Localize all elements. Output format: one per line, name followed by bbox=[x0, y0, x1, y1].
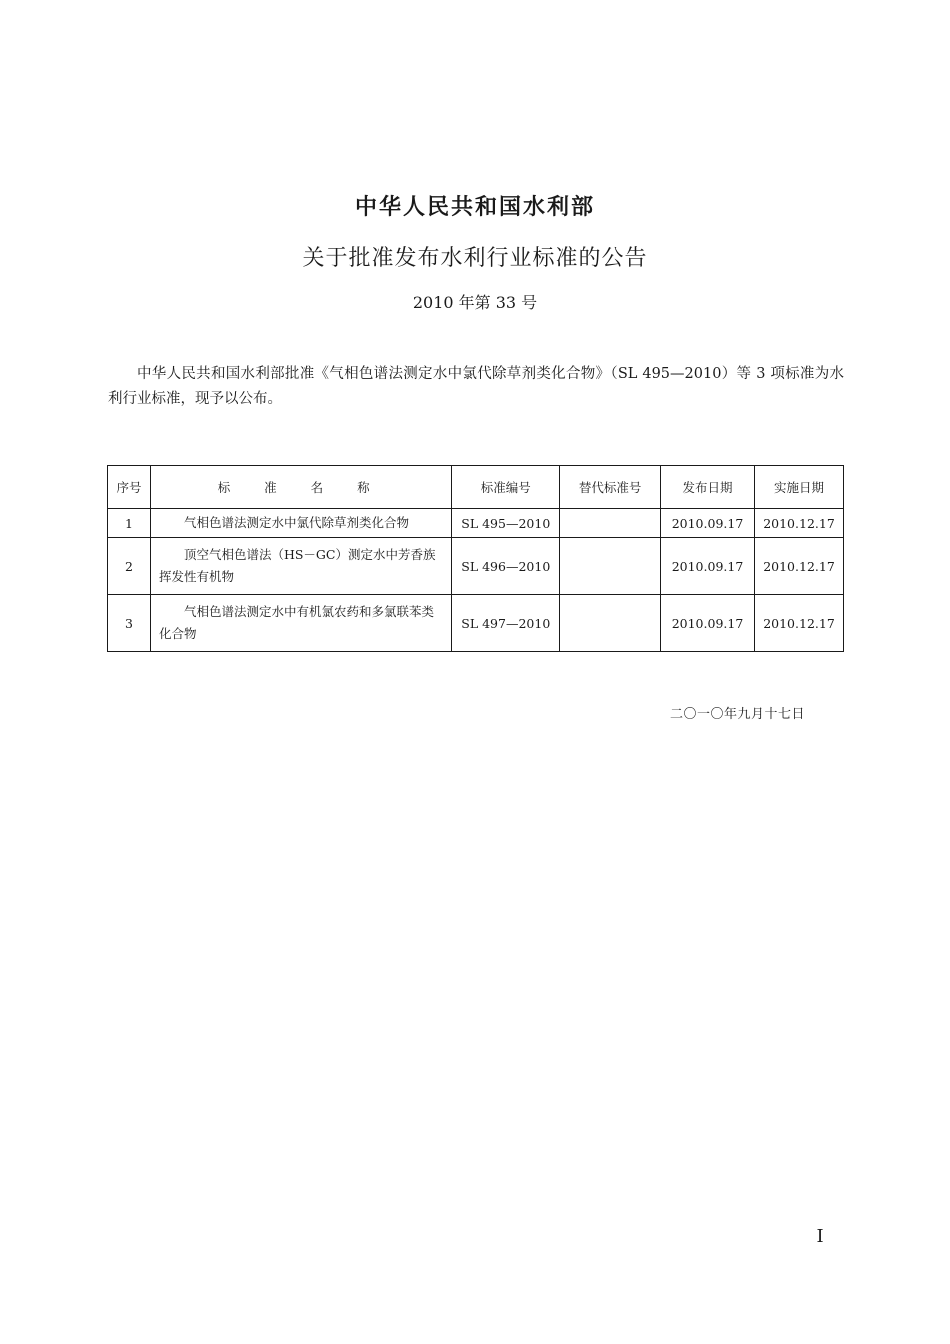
header-standard-name bbox=[150, 466, 451, 509]
row-standard-name: 顶空气相色谱法（HS－GC）测定水中芳香族挥发性有机物 bbox=[150, 538, 451, 595]
row-effective-date: 2010.12.17 bbox=[754, 595, 843, 652]
notice-number: 2010 年第 33 号 bbox=[412, 293, 538, 312]
row-effective-date: 2010.12.17 bbox=[754, 509, 843, 538]
row-effective-date: 2010.12.17 bbox=[754, 538, 843, 595]
row-publish-date: 2010.09.17 bbox=[661, 538, 755, 595]
notice-issuer-title: 中华人民共和国水利部 bbox=[354, 194, 595, 220]
row-standard-code: SL 495—2010 bbox=[452, 509, 560, 538]
row-publish-date: 2010.09.17 bbox=[661, 595, 755, 652]
table-row bbox=[108, 595, 844, 652]
standards-table bbox=[107, 465, 844, 652]
notice-title: 关于批准发布水利行业标准的公告 bbox=[302, 246, 648, 271]
header-effective-date: 实施日期 bbox=[754, 466, 843, 509]
table-row bbox=[108, 538, 844, 595]
notice-date: 二〇一〇年九月十七日 bbox=[670, 707, 806, 722]
row-standard-code: SL 496—2010 bbox=[452, 538, 560, 595]
row-replaces bbox=[560, 538, 661, 595]
row-standard-code: SL 497—2010 bbox=[452, 595, 560, 652]
row-standard-name: 气相色谱法测定水中有机氯农药和多氯联苯类化合物 bbox=[150, 595, 451, 652]
row-standard-name: 气相色谱法测定水中氯代除草剂类化合物 bbox=[150, 509, 451, 538]
table-header-row bbox=[108, 466, 844, 509]
table-row bbox=[108, 509, 844, 538]
row-index: 1 bbox=[108, 509, 151, 538]
page-number: Ⅰ bbox=[816, 1226, 824, 1247]
header-replaces: 替代标准号 bbox=[560, 466, 661, 509]
row-replaces bbox=[560, 509, 661, 538]
row-publish-date: 2010.09.17 bbox=[661, 509, 755, 538]
header-publish-date: 发布日期 bbox=[661, 466, 755, 509]
notice-body-paragraph: 中华人民共和国水利部批准《气相色谱法测定水中氯代除草剂类化合物》（SL 495—2010）等 3 项标准为水利行业标准，现予以公布。 bbox=[108, 366, 844, 407]
row-index: 3 bbox=[108, 595, 151, 652]
row-index: 2 bbox=[108, 538, 151, 595]
row-replaces bbox=[560, 595, 661, 652]
header-index: 序号 bbox=[108, 466, 151, 509]
header-standard-name-label: 标 准 名 称 bbox=[217, 480, 385, 495]
header-standard-code: 标准编号 bbox=[452, 466, 560, 509]
